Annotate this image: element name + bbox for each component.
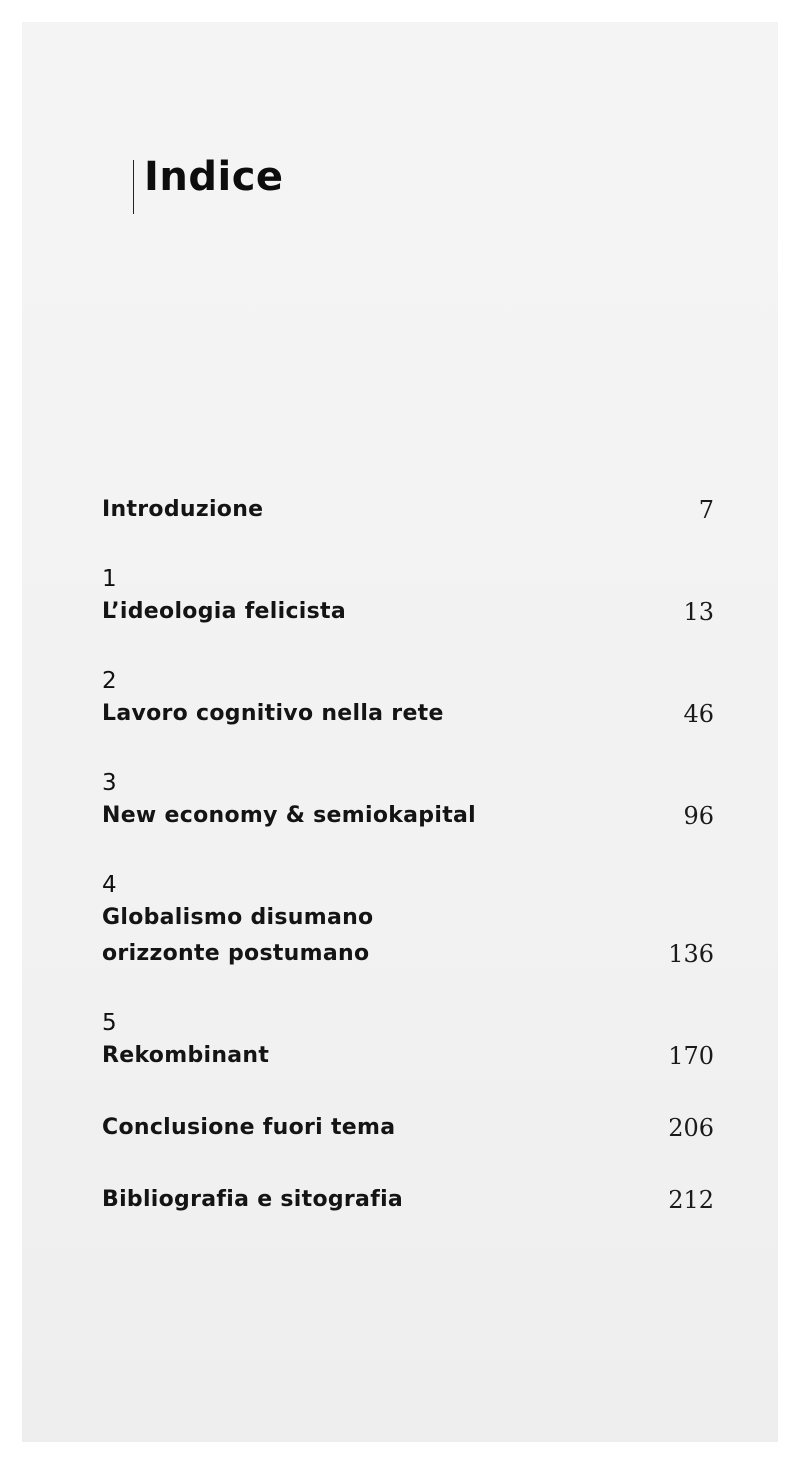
toc-entry-row: [102, 1038, 714, 1074]
chapter-title: [102, 492, 263, 528]
chapter-title: [102, 1110, 395, 1146]
toc-entry: [102, 666, 714, 732]
page-number: 46: [683, 700, 714, 728]
page-number: 136: [668, 940, 714, 968]
page-number: 212: [668, 1186, 714, 1214]
chapter-title-line: Bibliografia e sitografia: [102, 1187, 404, 1212]
chapter-title: [102, 1182, 403, 1218]
page-number: 170: [668, 1042, 714, 1070]
page-number: 7: [698, 496, 714, 524]
chapter-number: 2: [102, 668, 117, 694]
chapter-title-line: orizzonte postumano: [102, 941, 370, 966]
chapter-number: 4: [102, 872, 117, 898]
page-number: 206: [668, 1114, 714, 1142]
chapter-title: [102, 696, 444, 732]
chapter-number: 3: [102, 770, 117, 796]
toc-entry-row: [102, 1182, 714, 1218]
chapter-title: [102, 1038, 269, 1074]
toc-entry-row: [102, 900, 714, 972]
chapter-title-line: Introduzione: [102, 497, 264, 522]
page-title: Indice: [144, 154, 284, 200]
toc-entry-row: [102, 798, 714, 834]
chapter-title-line: Conclusione fuori tema: [102, 1115, 396, 1140]
chapter-number: 5: [102, 1010, 117, 1036]
chapter-title: [102, 594, 346, 630]
chapter-title-line: Rekombinant: [102, 1043, 270, 1068]
chapter-title-line: Globalismo disumano: [102, 905, 374, 930]
toc-entry-row: [102, 594, 714, 630]
toc-entry-row: [102, 696, 714, 732]
toc-entry-row: [102, 492, 714, 528]
chapter-title-line: L’ideologia felicista: [102, 599, 347, 624]
chapter-number: 1: [102, 566, 117, 592]
toc-entry: [102, 870, 714, 972]
toc-entry: [102, 1182, 714, 1218]
chapter-title-line: New economy & semiokapital: [102, 803, 477, 828]
page-number: 13: [683, 598, 714, 626]
toc-entry-row: [102, 1110, 714, 1146]
toc-entry: [102, 768, 714, 834]
toc-entry: [102, 492, 714, 528]
book-page: [22, 22, 778, 1442]
page-number: 96: [683, 802, 714, 830]
toc-entry: [102, 1008, 714, 1074]
chapter-title: [102, 900, 373, 972]
text-cursor-rule: [133, 160, 134, 214]
toc-entry: [102, 564, 714, 630]
table-of-contents: [102, 492, 714, 1218]
toc-entry: [102, 1110, 714, 1146]
chapter-title-line: Lavoro cognitivo nella rete: [102, 701, 444, 726]
chapter-title: [102, 798, 476, 834]
